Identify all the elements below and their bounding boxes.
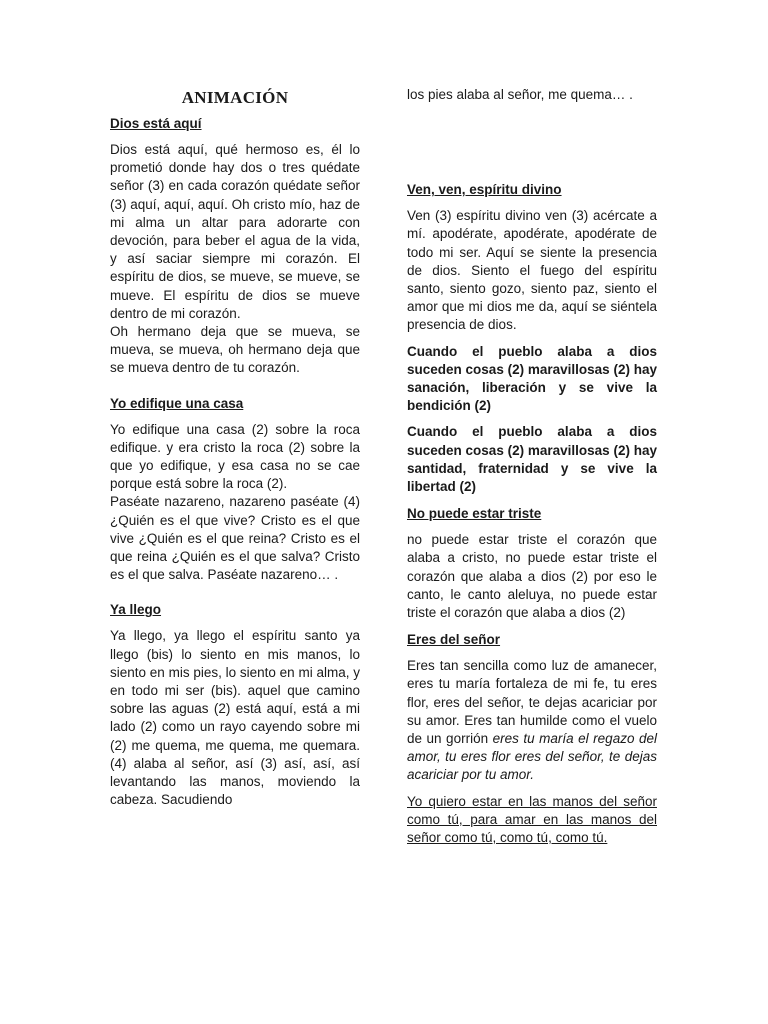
left-column: [110, 84, 360, 824]
right-column: [407, 86, 657, 861]
lyrics-paragraph: [407, 657, 657, 784]
lyrics-paragraph: Paséate nazareno, nazareno paséate (4) ¿Quién es el que vive? Cristo es el que vive ¿Quién es el que reina? Cristo es el que reina ¿Quién es el que salva? Cristo es el que salva. Paséate nazareno… .: [110, 494, 360, 583]
lyrics-paragraph-underlined: Yo quiero estar en las manos del señor como tú, para amar en las manos del señor como tú, como tú, como tú.: [407, 793, 657, 846]
chorus-paragraph: Cuando el pueblo alaba a dios suceden cosas (2) maravillosas (2) hay sanación, liberación y se vive la bendición (2): [407, 343, 657, 414]
lyrics-text: Eres tan sencilla como luz de amanecer, eres tu maría fortaleza de mi fe, tu eres flor, eres del señor, te dejas acariciar por su amor. Eres tan humilde como el vuelo de un gorrión: [407, 658, 657, 747]
page-title: ANIMACIÓN: [181, 88, 289, 107]
column-spacer: [407, 104, 657, 182]
lyrics-paragraph: Ven (3) espíritu divino ven (3) acércate a mí. apodérate, apodérate, apodérate de todo mi ser. Aquí se siente la presencia de dios. Siento el fuego del espíritu santo, siento gozo, siento paz, siento el amor que mi dios me da, aquí se siéntela presencia de dios.: [407, 208, 657, 333]
section-heading-ya-llego: Ya llego: [110, 602, 162, 618]
section-heading-eres-del-senor: Eres del señor: [407, 632, 501, 648]
section-heading-dios-esta-aqui: Dios está aquí: [110, 116, 202, 131]
lyrics-paragraph: Ya llego, ya llego el espíritu santo ya llego (bis) lo siento en mis manos, lo siento en mis pies, lo siento en mi alma, y en todo mi ser (bis). aquel que camino sobre las aguas (2) está aquí, está a mi lado (2) como un rayo cayendo sobre mi (2) me quema, me quema, me quemara. (4) alaba al señor, así (3) así, así, así levantando las manos, moviendo la cabeza. Sacudiendo: [110, 628, 360, 808]
section-heading-ven-ven: Ven, ven, espíritu divino: [407, 182, 562, 198]
lyrics-paragraph: no puede estar triste el corazón que alaba a cristo, no puede estar triste el corazón que alaba a dios (2) por eso le canto, le canto aleluya, no puede estar triste el corazón que alaba a dios (2): [407, 532, 657, 621]
lyrics-paragraph-continued: los pies alaba al señor, me quema… .: [407, 87, 633, 102]
lyrics-paragraph: Yo edifique una casa (2) sobre la roca edifique. y era cristo la roca (2) sobre la que yo edifique, y esa casa no se cae porque está sobre la roca (2).: [110, 421, 360, 492]
chorus-paragraph: Cuando el pueblo alaba a dios suceden cosas (2) maravillosas (2) hay santidad, fraternidad y se vive la libertad (2): [407, 424, 657, 495]
lyrics-paragraph: Dios está aquí, qué hermoso es, él lo prometió donde hay dos o tres quédate señor (3) en cada corazón quédate señor (3) aquí, aquí, aquí. Oh cristo mío, haz de mi alma un altar para adorarte con devoción, para beber el agua de la vida, y así saciar siempre mi corazón. El espíritu de dios, se mueve, se mueve, se mueve. El espíritu de dios se mueve dentro de mi corazón.: [110, 142, 360, 321]
section-heading-no-puede: No puede estar triste: [407, 506, 542, 522]
lyrics-paragraph: Oh hermano deja que se mueva, se mueva, se mueva, oh hermano deja que se mueva dentro de tu corazón.: [110, 324, 360, 376]
section-heading-yo-edifique: Yo edifique una casa: [110, 395, 244, 411]
lyrics-text-italic: eres tu maría el regazo del amor, tu eres flor eres del señor, te dejas acariciar por tu amor.: [407, 731, 657, 783]
